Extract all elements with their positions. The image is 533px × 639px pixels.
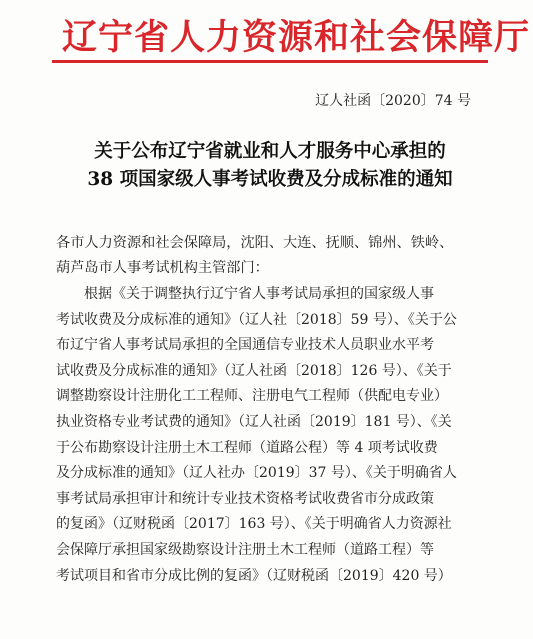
body-line: 调整勘察设计注册化工工程师、注册电气工程师（供配电专业） bbox=[56, 388, 448, 405]
document-number: 辽人社函〔2020〕74 号 bbox=[315, 93, 471, 109]
document-title bbox=[52, 138, 488, 194]
body-line: 于公布勘察设计注册土木工程师（道路公程）等 4 项考试收费 bbox=[56, 439, 438, 456]
body-paragraph bbox=[56, 282, 486, 589]
body-line: 执业资格专业考试费的通知》（辽人社函〔2019〕181 号）、《关 bbox=[56, 413, 452, 430]
body-line: 会保障厅承担国家级勘察设计注册土木工程师（道路工程）等 bbox=[56, 541, 434, 558]
body-line: 布辽宁省人事考试局承担的全国通信专业技术人员职业水平考 bbox=[56, 337, 434, 354]
body-line: 事考试局承担审计和统计专业技术资格考试收费省市分成政策 bbox=[56, 490, 434, 507]
agency-letterhead: 辽宁省人力资源和社会保障厅 bbox=[62, 17, 531, 58]
body-line: 考试项目和省市分成比例的复函》（辽财税函〔2019〕420 号） bbox=[56, 567, 452, 584]
body-line: 的复函》（辽财税函〔2017〕163 号）、《关于明确省人力资源社 bbox=[56, 516, 452, 533]
body-line: 考试收费及分成标准的通知》（辽人社〔2018〕59 号）、《关于公 bbox=[56, 311, 457, 328]
body-line: 根据《关于调整执行辽宁省人事考试局承担的国家级人事 bbox=[84, 286, 434, 302]
body-line: 试收费及分成标准的通知》（辽人社函〔2018〕126 号）、《关于 bbox=[56, 362, 452, 379]
body-line: 及分成标准的通知》（辽人社办〔2019〕37 号）、《关于明确省人 bbox=[56, 465, 457, 482]
addressee bbox=[56, 231, 486, 281]
document-title-line: 38 项国家级人事考试收费及分成标准的通知 bbox=[87, 169, 453, 190]
addressee-line: 葫芦岛市人事考试机构主管部门： bbox=[56, 260, 269, 276]
document-title-line: 关于公布辽宁省就业和人才服务中心承担的 bbox=[94, 141, 446, 162]
addressee-line: 各市人力资源和社会保障局，沈阳、大连、抚顺、锦州、铁岭、 bbox=[56, 235, 454, 251]
letterhead-red-rule bbox=[52, 60, 488, 63]
